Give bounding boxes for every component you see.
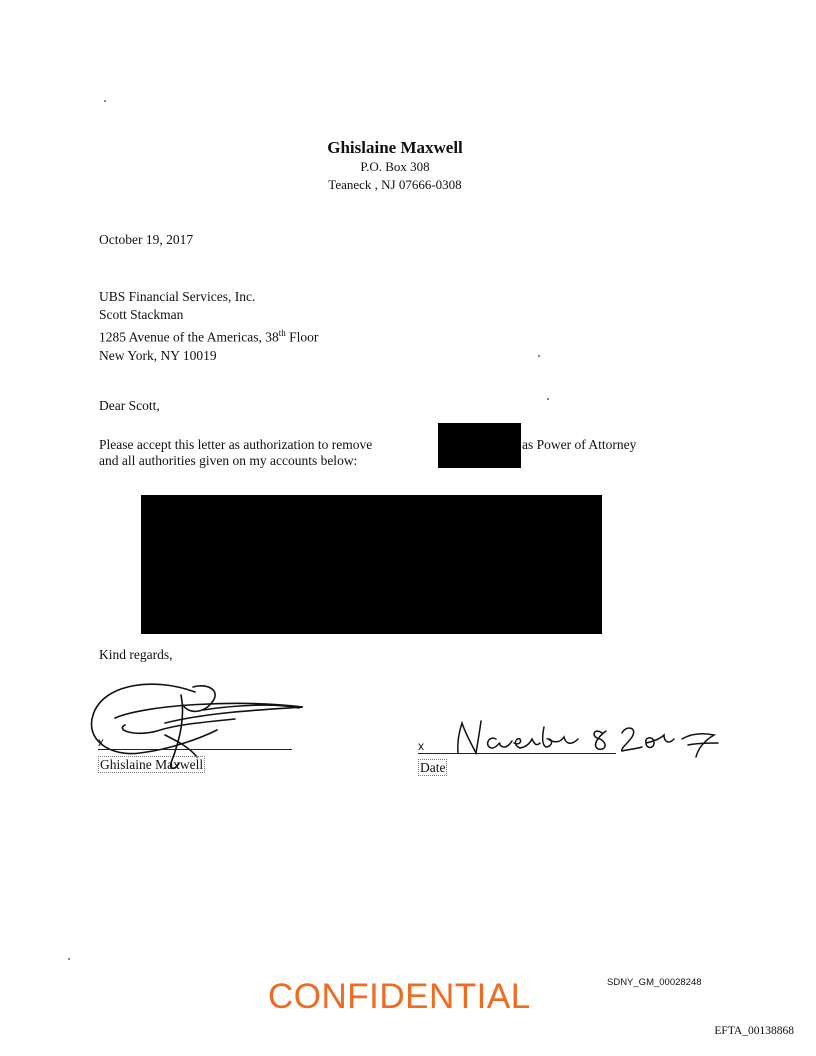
date-x-mark: x <box>418 739 424 753</box>
sender-address-line2: Teaneck , NJ 07666-0308 <box>328 177 462 192</box>
scan-speck <box>538 355 540 357</box>
efta-number: EFTA_00138868 <box>714 1025 794 1037</box>
letterhead <box>0 137 790 194</box>
recipient-block <box>99 288 318 365</box>
redaction-name-box <box>438 423 521 468</box>
street-superscript: th <box>278 328 286 338</box>
scan-speck <box>104 100 106 102</box>
recipient-street <box>99 324 318 347</box>
date-label: Date <box>420 760 446 775</box>
bates-number: SDNY_GM_00028248 <box>607 977 702 988</box>
sender-name: Ghislaine Maxwell <box>327 138 463 157</box>
scan-speck <box>68 958 70 960</box>
handwritten-date <box>448 715 738 765</box>
redaction-accounts-box <box>141 495 602 634</box>
recipient-company: UBS Financial Services, Inc. <box>99 289 256 304</box>
recipient-city: New York, NY 10019 <box>99 347 217 363</box>
sender-address-line1: P.O. Box 308 <box>360 159 430 174</box>
letter-date: October 19, 2017 <box>99 232 194 247</box>
salutation: Dear Scott, <box>99 398 160 413</box>
scan-speck <box>547 398 549 400</box>
signer-label: Ghislaine Maxwell <box>100 757 204 772</box>
body-part2: as Power of Attorney <box>522 437 637 452</box>
signature-line <box>98 749 292 750</box>
street-floor: Floor <box>285 329 319 345</box>
body-part1: Please accept this letter as authorization to remove <box>99 437 373 452</box>
confidential-stamp: CONFIDENTIAL <box>268 977 531 1016</box>
street-text: 1285 Avenue of the Americas, 38 <box>99 329 279 345</box>
body-line2: and all authorities given on my accounts below: <box>99 453 358 468</box>
recipient-person: Scott Stackman <box>99 307 184 322</box>
closing: Kind regards, <box>99 647 173 662</box>
signature-x-mark: x <box>98 735 104 749</box>
